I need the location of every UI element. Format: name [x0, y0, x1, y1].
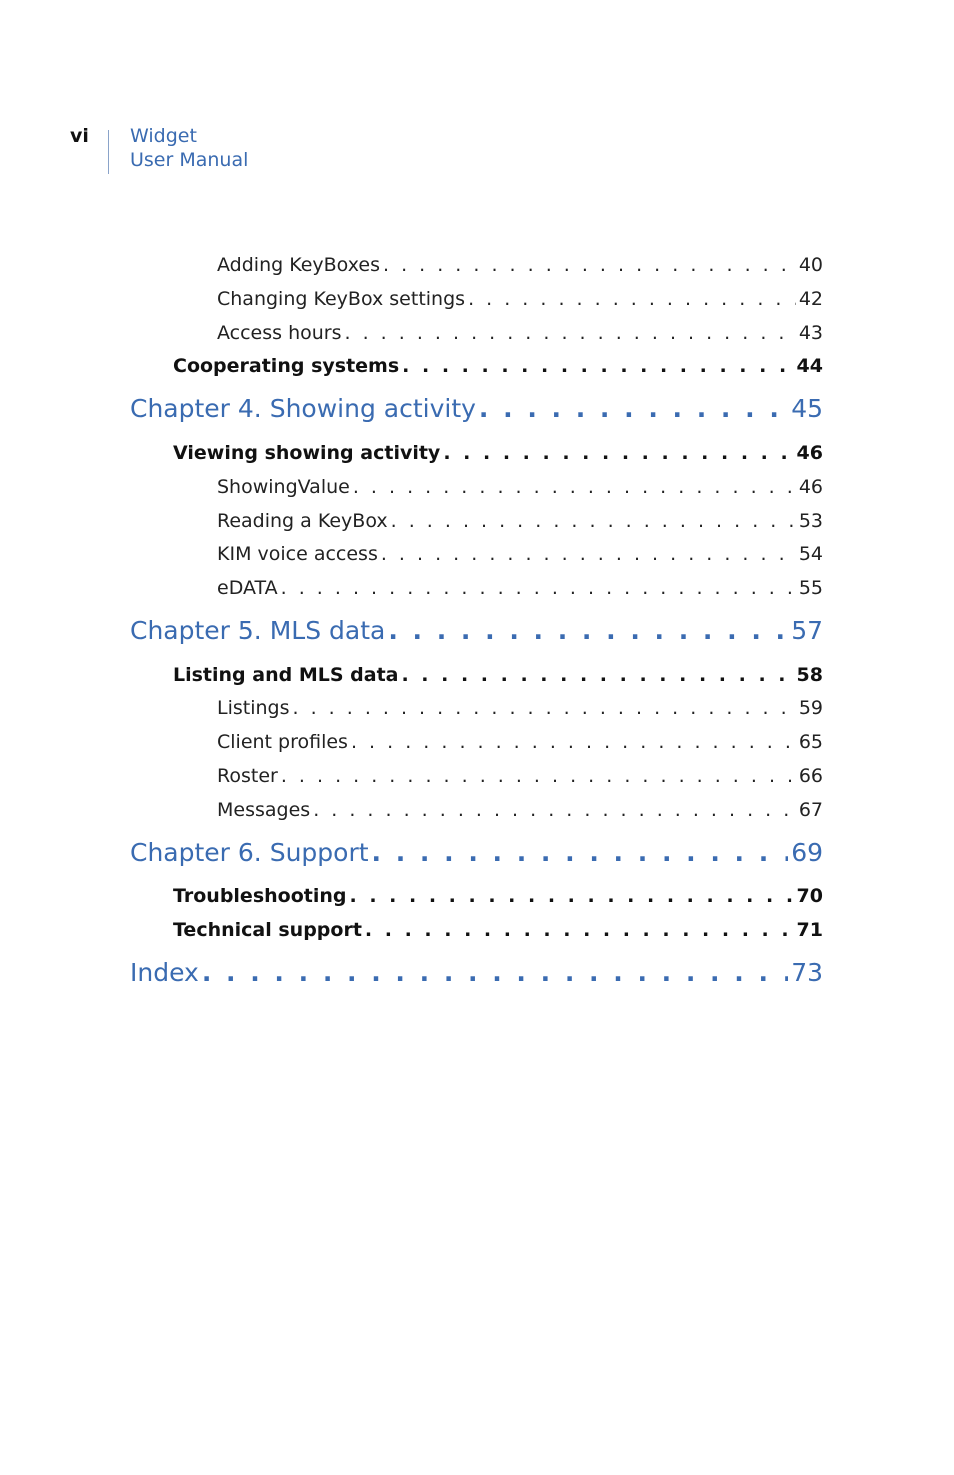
toc-entry-label: Reading a KeyBox	[217, 510, 388, 532]
toc-entry-page: 54	[798, 543, 823, 565]
document-subtitle: User Manual	[130, 149, 249, 171]
toc-entry-label: eDATA	[217, 577, 278, 599]
toc-entry-label: Listings	[217, 697, 290, 719]
toc-entry-page: 46	[796, 442, 823, 464]
dot-leader	[402, 355, 793, 377]
toc-chapter-page: 45	[791, 394, 823, 423]
toc-entry-page: 66	[798, 765, 823, 787]
toc-entry-page: 42	[798, 288, 823, 310]
toc-entry-page: 43	[798, 322, 823, 344]
toc-entry-technical-support[interactable]	[173, 919, 823, 941]
dot-leader	[281, 577, 796, 599]
dot-leader	[383, 254, 796, 276]
dot-leader	[391, 510, 796, 532]
toc-entry-label: Messages	[217, 799, 311, 821]
toc-chapter-label: Chapter 6. Support	[130, 838, 369, 867]
dot-leader	[381, 543, 796, 565]
toc-entry-page: 70	[796, 885, 823, 907]
dot-leader	[372, 838, 789, 867]
dot-leader	[345, 322, 796, 344]
toc-entry-kim-voice-access[interactable]	[217, 543, 823, 565]
toc-entry-changing-keybox-settings[interactable]	[217, 288, 823, 310]
document-title: Widget	[130, 125, 197, 147]
dot-leader	[388, 616, 788, 645]
toc-entry-label: Viewing showing activity	[173, 442, 441, 464]
dot-leader	[401, 664, 793, 686]
toc-entry-page: 46	[798, 476, 823, 498]
toc-entry-access-hours[interactable]	[217, 322, 823, 344]
toc-chapter-5[interactable]	[130, 616, 823, 645]
toc-entry-label: Changing KeyBox settings	[217, 288, 466, 310]
toc-entry-label: Cooperating systems	[173, 355, 400, 377]
toc-entry-viewing-showing-activity[interactable]	[173, 442, 823, 464]
toc-chapter-label: Chapter 4. Showing activity	[130, 394, 476, 423]
toc-chapter-label: Index	[130, 958, 199, 987]
toc-entry-edata[interactable]	[217, 577, 823, 599]
toc-entry-page: 67	[798, 799, 823, 821]
toc-entry-label: Listing and MLS data	[173, 664, 399, 686]
toc-entry-label: Technical support	[173, 919, 362, 941]
dot-leader	[353, 476, 796, 498]
toc-entry-troubleshooting[interactable]	[173, 885, 823, 907]
toc-entry-listings[interactable]	[217, 697, 823, 719]
toc-entry-page: 71	[796, 919, 823, 941]
toc-entry-adding-keyboxes[interactable]	[217, 254, 823, 276]
toc-entry-label: Access hours	[217, 322, 342, 344]
toc-entry-page: 65	[798, 731, 823, 753]
dot-leader	[479, 394, 788, 423]
page-number: vi	[70, 125, 89, 147]
toc-entry-page: 53	[798, 510, 823, 532]
toc-entry-client-profiles[interactable]	[217, 731, 823, 753]
dot-leader	[293, 697, 796, 719]
toc-entry-messages[interactable]	[217, 799, 823, 821]
dot-leader	[202, 958, 788, 987]
running-header	[130, 124, 248, 172]
toc-entry-label: Roster	[217, 765, 278, 787]
header-divider	[108, 130, 109, 174]
dot-leader	[468, 288, 796, 310]
toc-entry-cooperating-systems[interactable]	[173, 355, 823, 377]
toc-entry-label: Client profiles	[217, 731, 348, 753]
toc-chapter-page: 57	[791, 616, 823, 645]
dot-leader	[443, 442, 793, 464]
toc-entry-label: ShowingValue	[217, 476, 350, 498]
toc-entry-showingvalue[interactable]	[217, 476, 823, 498]
toc-entry-page: 55	[798, 577, 823, 599]
dot-leader	[365, 919, 794, 941]
dot-leader	[313, 799, 796, 821]
toc-chapter-6[interactable]	[130, 838, 823, 867]
toc-entry-page: 58	[796, 664, 823, 686]
toc-entry-page: 40	[798, 254, 823, 276]
toc-entry-label: KIM voice access	[217, 543, 378, 565]
toc-entry-label: Adding KeyBoxes	[217, 254, 380, 276]
toc-chapter-4[interactable]	[130, 394, 823, 423]
toc-chapter-page: 69	[791, 838, 823, 867]
dot-leader	[281, 765, 796, 787]
dot-leader	[351, 731, 796, 753]
dot-leader	[350, 885, 794, 907]
toc-entry-label: Troubleshooting	[173, 885, 347, 907]
toc-chapter-page: 73	[791, 958, 823, 987]
toc-index[interactable]	[130, 958, 823, 987]
toc-entry-roster[interactable]	[217, 765, 823, 787]
toc-chapter-label: Chapter 5. MLS data	[130, 616, 386, 645]
toc-entry-page: 59	[798, 697, 823, 719]
toc-entry-page: 44	[796, 355, 823, 377]
toc-entry-listing-and-mls-data[interactable]	[173, 664, 823, 686]
toc-entry-reading-a-keybox[interactable]	[217, 510, 823, 532]
